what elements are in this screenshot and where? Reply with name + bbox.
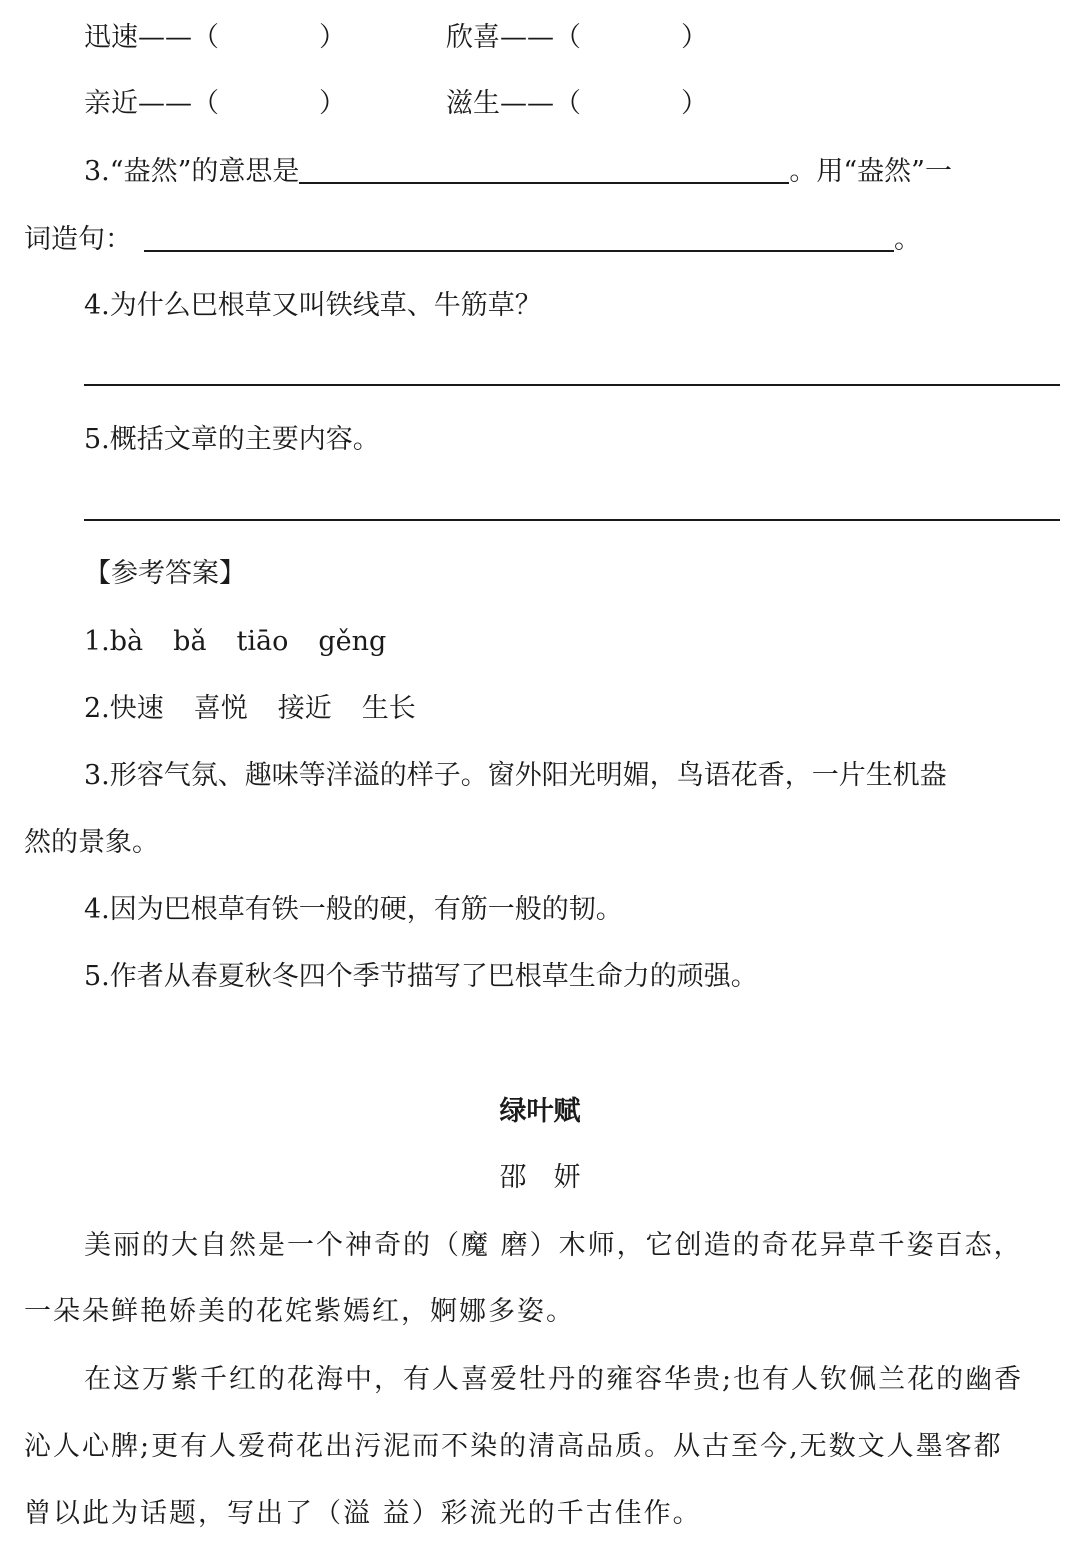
answer-3-line-2: 然的景象。 — [24, 827, 159, 858]
answer-1-item: bǎ — [173, 626, 207, 657]
article-p2-line-2: 沁人心脾;更有人爱荷花出污泥而不染的清高品质。从古至今,无数文人墨客都 — [24, 1431, 1003, 1462]
q3-sentence-blank[interactable] — [144, 224, 894, 252]
q3-line2-prefix: 词造句： — [24, 224, 132, 255]
article-p2-line-1: 在这万紫千红的花海中，有人喜爱牡丹的雍容华贵;也有人钦佩兰花的幽香 — [84, 1364, 1024, 1395]
answer-2-item: 喜悦 — [193, 693, 248, 724]
article-p2-line-3: 曾以此为话题，写出了（溢 益）彩流光的千古佳作。 — [24, 1498, 702, 1529]
q5-question: 5.概括文章的主要内容。 — [84, 424, 380, 455]
q2-close-paren: ） — [319, 88, 346, 119]
answer-1-item: tiāo — [236, 626, 289, 657]
answer-2-item: 快速 — [109, 693, 164, 724]
article-p1-line-2: 一朵朵鲜艳娇美的花姹紫嫣红，婀娜多姿。 — [24, 1296, 575, 1327]
q3-prefix: 3.“盎然”的意思是 — [84, 156, 300, 187]
q2-item-qinjin: 亲近——（ — [84, 88, 219, 119]
q2-item-xunsu: 迅速——（ — [84, 22, 219, 53]
q3-line-1 — [84, 152, 952, 192]
q2-close-paren: ） — [319, 22, 346, 53]
q5-answer-line[interactable] — [84, 519, 1060, 521]
q2-item-zisheng: 滋生——（ — [446, 88, 581, 119]
q3-line-2 — [24, 220, 921, 260]
q2-row-2 — [84, 84, 346, 124]
q2-row-1b — [446, 18, 708, 58]
q2-row-2b — [446, 84, 708, 124]
answer-2-item: 生长 — [361, 693, 416, 724]
article-p1-line-1: 美丽的大自然是一个神奇的（魔 磨）木师，它创造的奇花异草千姿百态， — [84, 1230, 1023, 1261]
answer-5: 5.作者从春夏秋冬四个季节描写了巴根草生命力的顽强。 — [84, 961, 758, 992]
answer-2-item: 接近 — [277, 693, 332, 724]
answer-1-item: gěng — [318, 626, 387, 657]
article-title: 绿叶赋 — [499, 1096, 581, 1127]
answer-2 — [84, 689, 446, 729]
answer-3-line-1: 3.形容气氛、趣味等洋溢的样子。窗外阳光明媚，鸟语花香，一片生机盎 — [84, 760, 947, 791]
answer-2-prefix: 2. — [84, 693, 110, 724]
q3-line2-end: 。 — [894, 224, 921, 255]
q4-question: 4.为什么巴根草又叫铁线草、牛筋草？ — [84, 290, 542, 321]
q4-answer-line[interactable] — [84, 384, 1060, 386]
q2-close-paren: ） — [681, 22, 708, 53]
q2-item-xinxi: 欣喜——（ — [446, 22, 581, 53]
q3-answer-blank[interactable] — [299, 156, 789, 184]
q2-close-paren: ） — [681, 88, 708, 119]
q3-mid: 。用“盎然”一 — [789, 156, 952, 187]
answer-1-prefix: 1. — [84, 626, 110, 657]
answer-1 — [84, 622, 416, 662]
q2-row-1 — [84, 18, 346, 58]
article-author: 邵 妍 — [499, 1162, 581, 1193]
answers-heading: 【参考答案】 — [84, 558, 246, 589]
answer-4: 4.因为巴根草有铁一般的硬，有筋一般的韧。 — [84, 894, 623, 925]
answer-1-item: bà — [109, 626, 144, 657]
